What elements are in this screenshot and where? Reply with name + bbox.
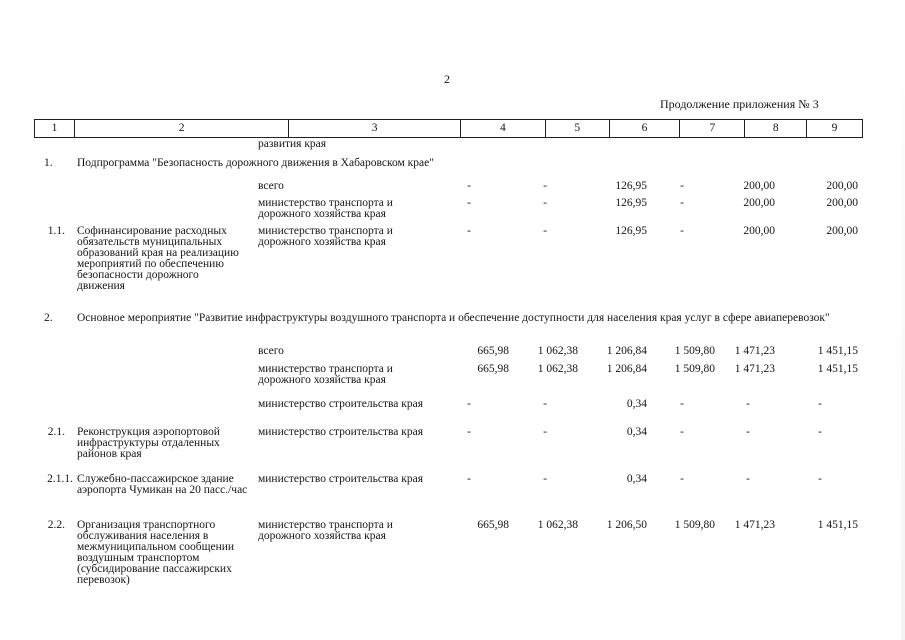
cell-col9: -	[818, 426, 822, 438]
cell-col5: -	[543, 473, 547, 485]
cell-col6: 126,95	[615, 180, 647, 192]
cell-col9: 200,00	[826, 180, 858, 192]
item-name: Софинансирование расходных обязательств муниципальных образований края на реализацию мероприятий по обеспечению безопасности дорожного движения	[77, 225, 239, 292]
item-number: 1.1.	[47, 225, 65, 237]
cell-col5: 1 062,38	[537, 363, 578, 375]
cell-col4: 665,98	[477, 519, 509, 531]
responsible-party: министерство транспорта и дорожного хозяйства края	[258, 225, 393, 248]
responsible-party: министерство транспорта и дорожного хозяйства края	[258, 363, 393, 386]
cell-col7: 1 509,80	[674, 345, 715, 357]
column-header: 8	[745, 120, 807, 137]
cell-col7: 1 509,80	[674, 519, 715, 531]
column-header: 9	[831, 122, 838, 134]
cell-col4: 665,98	[477, 345, 509, 357]
column-header: 6	[610, 120, 681, 137]
cell-col9: 200,00	[826, 197, 858, 209]
column-header: 5	[546, 120, 610, 137]
cell-col7: -	[680, 197, 684, 209]
cell-col7: -	[680, 225, 684, 237]
cell-col9: -	[818, 398, 822, 410]
cell-col9: 1 451,15	[817, 363, 858, 375]
item-number: 2.1.	[47, 426, 65, 438]
cell-col5: 1 062,38	[537, 519, 578, 531]
cell-col8: 1 471,23	[734, 345, 775, 357]
carryover-text: развития края	[258, 138, 327, 150]
cell-col8: 200,00	[743, 225, 775, 237]
cell-col8: 200,00	[743, 197, 775, 209]
responsible-party: министерство строительства края	[258, 426, 423, 438]
responsible-party: министерство строительства края	[258, 398, 423, 410]
section-number: 1.	[44, 157, 53, 169]
cell-col6: 0,34	[626, 426, 647, 438]
cell-col9: -	[818, 473, 822, 485]
cell-col8: 200,00	[743, 180, 775, 192]
cell-col4: -	[467, 473, 471, 485]
section-number: 2.	[44, 312, 53, 324]
item-name: Служебно-пассажирское здание аэропорта Чумикан на 20 пасс./час	[77, 473, 248, 496]
cell-col7: -	[680, 473, 684, 485]
responsible-party: всего	[258, 180, 284, 192]
cell-col4: -	[467, 197, 471, 209]
responsible-party: министерство транспорта и дорожного хозяйства края	[258, 197, 393, 220]
cell-col7: -	[680, 180, 684, 192]
section-title: Подпрограмма "Безопасность дорожного движения в Хабаровском крае"	[77, 157, 434, 169]
cell-col8: -	[746, 473, 750, 485]
appendix-note: Продолжение приложения № 3	[660, 97, 819, 111]
cell-col6: 0,34	[626, 473, 647, 485]
cell-col8: 1 471,23	[734, 363, 775, 375]
cell-col6: 1 206,84	[606, 363, 647, 375]
cell-col8: 1 471,23	[734, 519, 775, 531]
item-number: 2.1.1.	[47, 473, 73, 485]
table-header-row	[34, 119, 863, 138]
item-name: Организация транспортного обслуживания населения в межмуниципальном сообщении воздушным транспортом (субсидирование пассажирских перевозок)	[77, 519, 235, 586]
responsible-party: всего	[258, 345, 284, 357]
cell-col6: 0,34	[626, 398, 647, 410]
cell-col4: -	[467, 225, 471, 237]
page-number: 2	[444, 72, 450, 86]
item-number: 2.2.	[47, 519, 65, 531]
cell-col4: -	[467, 398, 471, 410]
column-header: 7	[680, 120, 745, 137]
cell-col8: -	[746, 398, 750, 410]
cell-col9: 1 451,15	[817, 345, 858, 357]
cell-col6: 1 206,84	[606, 345, 647, 357]
cell-col5: -	[543, 225, 547, 237]
cell-col6: 1 206,50	[606, 519, 647, 531]
column-header: 2	[75, 120, 289, 137]
cell-col4: 665,98	[477, 363, 509, 375]
section-title: Основное мероприятие "Развитие инфраструктуры воздушного транспорта и обеспечение доступности для населения края услуг в сфере авиаперевозок"	[77, 312, 830, 324]
cell-col5: -	[543, 426, 547, 438]
column-header: 3	[289, 120, 461, 137]
cell-col4: -	[467, 180, 471, 192]
column-header: 1	[35, 120, 75, 137]
cell-col6: 126,95	[615, 225, 647, 237]
cell-col5: -	[543, 180, 547, 192]
cell-col9: 200,00	[826, 225, 858, 237]
cell-col7: -	[680, 426, 684, 438]
cell-col8: -	[746, 426, 750, 438]
cell-col5: -	[543, 398, 547, 410]
responsible-party: министерство транспорта и дорожного хозяйства края	[258, 519, 393, 542]
item-name: Реконструкция аэропортовой инфраструктуры отдаленных районов края	[77, 426, 220, 460]
responsible-party: министерство строительства края	[258, 473, 423, 485]
cell-col5: -	[543, 197, 547, 209]
scan-edge-shadow	[901, 0, 905, 640]
cell-col4: -	[467, 426, 471, 438]
cell-col5: 1 062,38	[537, 345, 578, 357]
cell-col7: -	[680, 398, 684, 410]
cell-col7: 1 509,80	[674, 363, 715, 375]
cell-col9: 1 451,15	[817, 519, 858, 531]
column-header: 4	[461, 120, 546, 137]
cell-col6: 126,95	[615, 197, 647, 209]
